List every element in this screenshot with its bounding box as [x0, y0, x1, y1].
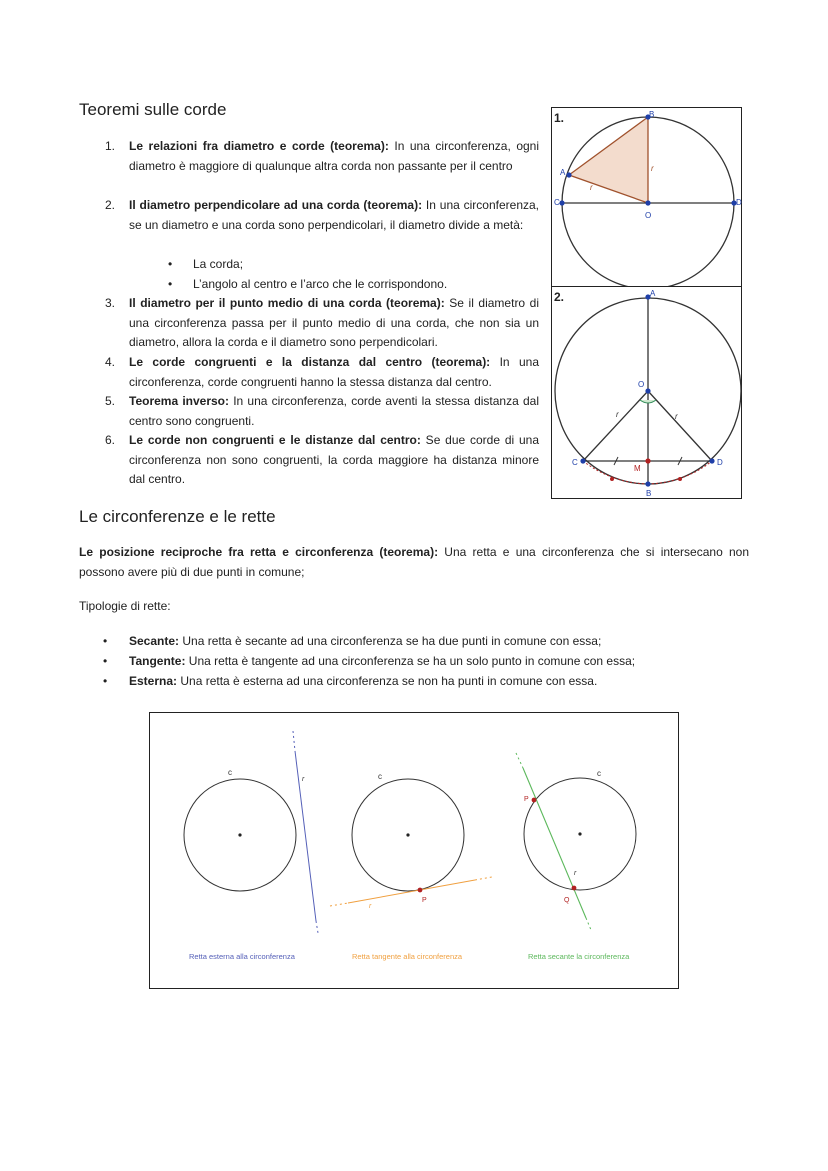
point-C	[559, 200, 564, 205]
label-D: D	[736, 198, 742, 207]
list-number: 4.	[105, 355, 116, 369]
point-O	[645, 200, 650, 205]
list-item	[103, 651, 636, 671]
angle-mark	[640, 400, 656, 403]
item-body: Una retta è tangente ad una circonferenza se ha un solo punto in comune con essa;	[185, 654, 636, 668]
list-text	[129, 196, 539, 235]
item-title: Teorema inverso:	[129, 394, 230, 408]
list-text	[129, 353, 539, 392]
point-C	[580, 458, 585, 463]
list-number: 2.	[105, 198, 116, 212]
item-body: In una circonferenza, corde aventi la stessa distanza dal centro sono congruenti.	[129, 394, 539, 428]
point-M	[645, 458, 650, 463]
item-title: Secante:	[129, 634, 180, 648]
label-P: P	[422, 897, 427, 904]
list-item	[103, 671, 598, 691]
label-r: r	[651, 164, 654, 173]
line-secant-extension	[586, 918, 591, 930]
label-r: r	[302, 776, 305, 783]
theorem-title: Le posizione reciproche fra retta e circonferenza (teorema):	[79, 545, 439, 559]
section-title-lines: Le circonferenze e le rette	[79, 507, 276, 526]
label-r: r	[675, 412, 678, 421]
figure-number: 2.	[554, 290, 565, 304]
sub-item	[168, 255, 244, 275]
label-r: r	[616, 410, 619, 419]
sub-item-text: L’angolo al centro e l’arco che le corrispondono.	[193, 277, 448, 291]
label-B: B	[646, 489, 652, 498]
line-tangent-extension	[475, 877, 492, 880]
bullet-dot: •	[103, 634, 108, 648]
list-text	[129, 431, 539, 490]
list-number: 5.	[105, 394, 116, 408]
theorem-list	[79, 137, 539, 497]
center-point	[238, 833, 241, 836]
item-title: Esterna:	[129, 674, 178, 688]
sub-item	[168, 275, 448, 295]
label-O: O	[638, 380, 645, 389]
label-c: c	[378, 772, 382, 781]
bullet-dot: •	[168, 277, 173, 291]
line-secant	[523, 768, 586, 918]
label-c: c	[228, 768, 232, 777]
label-D: D	[717, 458, 723, 467]
figure-line-positions	[149, 712, 679, 989]
section-title-theorems: Teoremi sulle corde	[79, 100, 227, 119]
item-title: Il diametro perpendicolare ad una corda (teorema):	[129, 198, 423, 212]
point-P	[418, 888, 423, 893]
bullet-dot: •	[103, 654, 108, 668]
list-text	[129, 392, 539, 431]
line-tangent	[348, 880, 475, 903]
line-tangent-extension	[330, 903, 348, 906]
label-M: M	[634, 464, 641, 473]
point-P	[532, 798, 537, 803]
item-title: Le corde congruenti e la distanza dal centro (teorema):	[129, 355, 491, 369]
point-Q	[572, 886, 577, 891]
caption-secant: Retta secante la circonferenza	[528, 952, 630, 961]
list-item	[103, 631, 602, 651]
line-types-list	[103, 631, 729, 695]
sub-item-text: La corda;	[193, 257, 244, 271]
line-secant-extension	[516, 753, 523, 768]
center-point	[578, 832, 581, 835]
item-body: Se due corde di una circonferenza non sono congruenti, la corda maggiore ha distanza minore dal centro.	[129, 433, 540, 487]
arc-mark	[678, 477, 682, 481]
point-B	[645, 481, 650, 486]
label-A: A	[650, 289, 656, 298]
line-external	[295, 751, 316, 921]
point-D	[709, 458, 714, 463]
segment-OC	[583, 391, 648, 461]
label-r: r	[590, 183, 593, 192]
line-external-extension	[293, 731, 295, 751]
list-text	[129, 137, 539, 176]
theorem-body: Una retta e una circonferenza che si intersecano non possono avere più di due punti in comune;	[79, 545, 749, 579]
list-number: 1.	[105, 139, 116, 153]
label-c: c	[597, 769, 601, 778]
label-Q: Q	[564, 897, 570, 904]
triangle-ABO	[569, 117, 648, 203]
caption-tangent: Retta tangente alla circonferenza	[352, 952, 463, 961]
caption-external: Retta esterna alla circonferenza	[189, 952, 295, 961]
item-body: Se il diametro di una circonferenza passa per il punto medio di una corda, che non sia un diametro, allora la corda e il diametro sono perpendicolari.	[129, 296, 540, 350]
arc-mark	[610, 477, 614, 481]
item-body: In una circonferenza, corde congruenti hanno la stessa distanza dal centro.	[129, 355, 539, 389]
item-title: Le corde non congruenti e le distanze dal centro:	[129, 433, 421, 447]
label-O: O	[645, 211, 652, 220]
label-r: r	[574, 870, 577, 877]
item-body: In una circonferenza, se un diametro e una corda sono perpendicolari, il diametro divide a metà:	[129, 198, 539, 232]
bullet-dot: •	[103, 674, 108, 688]
bullet-dot: •	[168, 257, 173, 271]
figure-number: 1.	[554, 111, 565, 125]
point-A	[566, 172, 571, 177]
item-title: Il diametro per il punto medio di una corda (teorema):	[129, 296, 445, 310]
item-title: Le relazioni fra diametro e corde (teorema):	[129, 139, 389, 153]
center-point	[406, 833, 409, 836]
label-P: P	[524, 796, 529, 803]
item-body: Una retta è esterna ad una circonferenza se non ha punti in comune con essa.	[177, 674, 598, 688]
point-O	[645, 388, 650, 393]
list-number: 3.	[105, 296, 116, 310]
figure-diameter-chord	[551, 107, 742, 287]
item-body: In una circonferenza, ogni diametro è maggiore di qualunque altra corda non passante per il centro	[129, 139, 540, 173]
label-C: C	[572, 458, 578, 467]
label-B: B	[649, 110, 655, 119]
list-number: 6.	[105, 433, 116, 447]
label-C: C	[554, 198, 560, 207]
label-r: r	[369, 903, 372, 910]
item-title: Tangente:	[129, 654, 186, 668]
item-body: Una retta è secante ad una circonferenza se ha due punti in comune con essa;	[179, 634, 602, 648]
figure-chords-center	[551, 286, 742, 499]
types-heading: Tipologie di rette:	[79, 599, 171, 613]
list-text	[129, 294, 539, 353]
label-A: A	[560, 168, 566, 177]
segment-OD	[648, 391, 712, 461]
line-external-extension	[316, 921, 318, 933]
theorem-paragraph	[79, 543, 749, 582]
